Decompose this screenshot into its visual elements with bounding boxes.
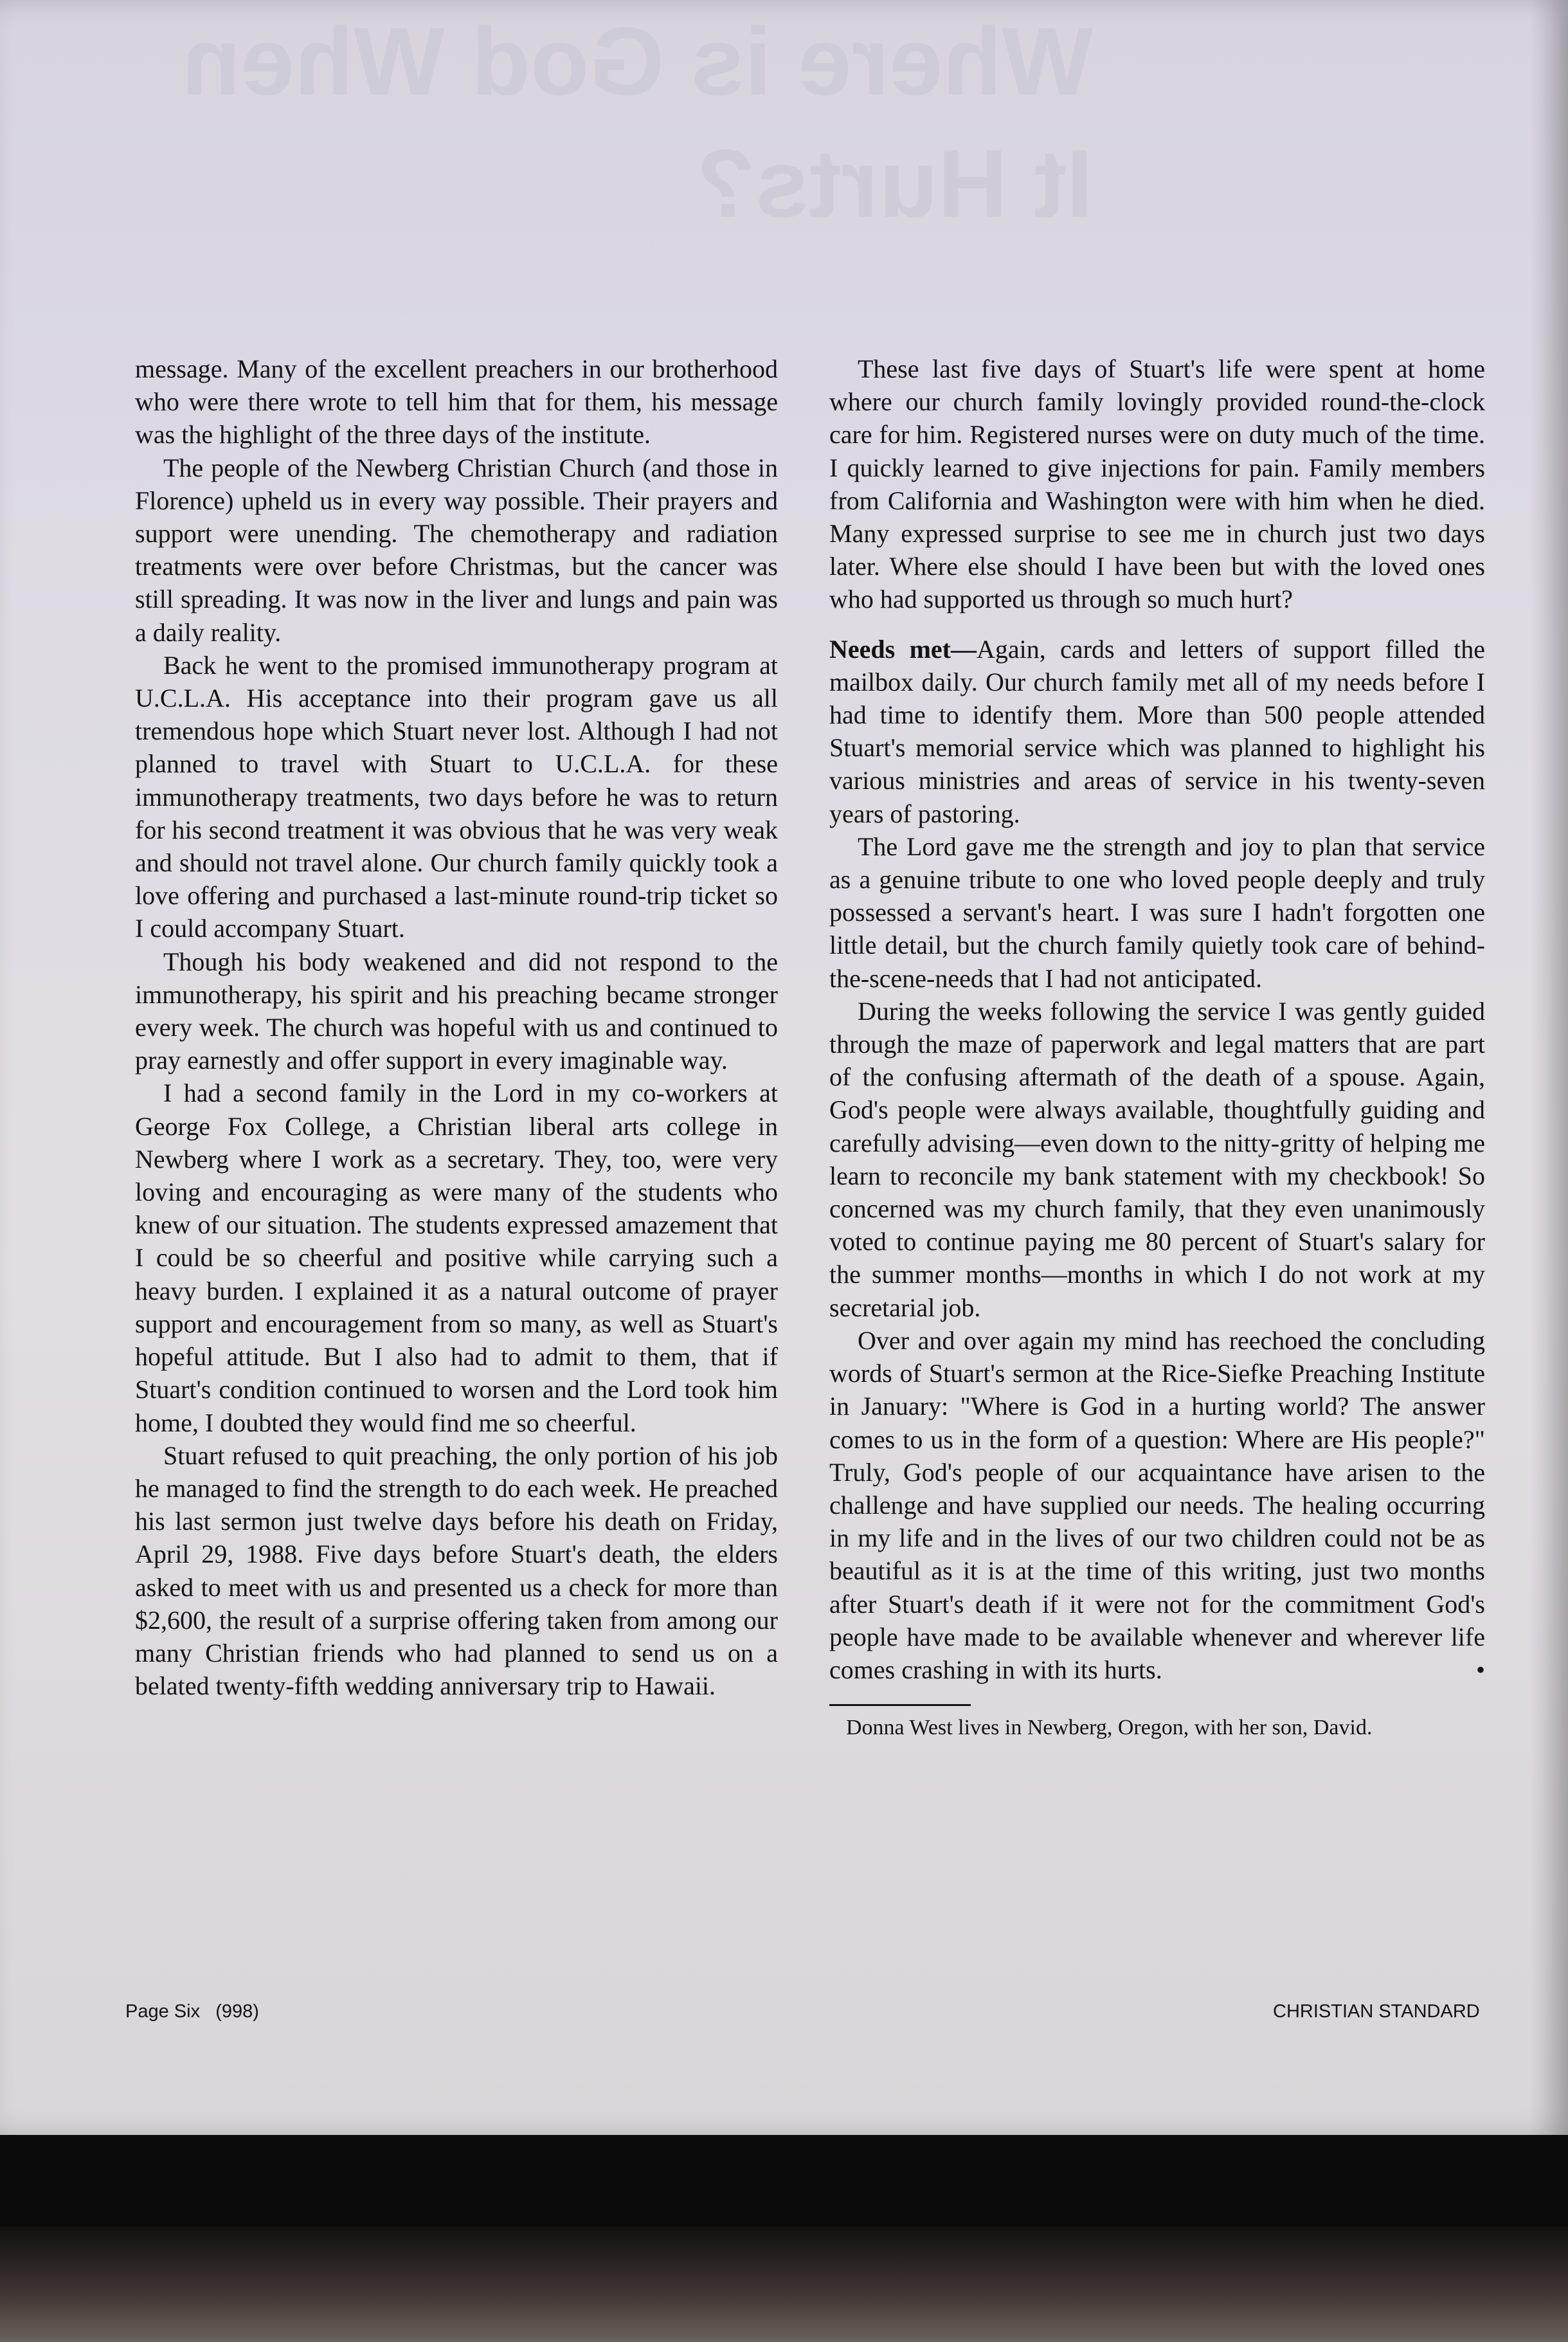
publication-name-text: CHRISTIAN STANDARD [1273, 2001, 1480, 2022]
end-mark: • [1475, 1655, 1485, 1684]
paragraph: Stuart refused to quit preaching, the only portion of his job he managed to find the strength to do each week. He preached his last sermon just twelve days before his death on Friday, April 29, 1988. Five days before Stuart's death, the elders asked to meet with us and presented us a check for more than $2,600, the result of a surprise offering taken from among our many Christian friends who had planned to send us on a belated twenty-fifth wedding anniversary trip to Hawaii. [135, 1440, 778, 1701]
paragraph: During the weeks following the service I was gently guided through the maze of paperwork and legal matters that are part of the confusing aftermath of the death of a spouse. Again, God's people were always available, thoughtfully guiding and carefully advising—even down to the nitty-gritty of helping me learn to reconcile my bank statement with my checkbook! So concerned was my church family, that they even unanimously voted to continue paying me 80 percent of Stuart's salary for the summer months—months in which I do not work at my secretarial job. [829, 996, 1485, 1322]
table-surface [0, 2226, 1568, 2342]
paragraph-text: Again, cards and letters of support filled the mailbox daily. Our church family met all of my needs before I had time to identify them. More than 500 people attended Stuart's memorial service which was planned to highlight his various ministries and areas of service in his twenty-seven years of pastoring. [829, 634, 1485, 828]
show-through-title [129, 0, 1093, 244]
paragraph: Though his body weakened and did not respond to the immunotherapy, his spirit and his preaching became stronger every week. The church was hopeful with us and continued to pray earnestly and offer support in every imaginable way. [135, 947, 778, 1075]
paragraph: Back he went to the promised immunotherapy program at U.C.L.A. His acceptance into their program gave us all tremendous hope which Stuart never lost. Although I had not planned to travel with Stuart to U.C.L.A. for these immunotherapy treatments, two days before he was to return for his second treatment it was obvious that he was very weak and should not travel alone. Our church family quickly took a love offering and purchased a last-minute round-trip ticket so I could accompany Stuart. [135, 650, 778, 943]
author-bio: Donna West lives in Newberg, Oregon, with her son, David. [846, 1716, 1373, 1740]
paragraph-text: Over and over again my mind has reechoed the concluding words of Stuart's sermon at the Rice-Siefke Preaching Institute in January: "Where is God in a hurting world? The answer comes to us in the form of a question: Where are His people?" Truly, God's people of our acquaintance have arisen to the challenge and have supplied our needs. The healing occurring in my life and in the lives of our two children could not be as beautiful as it is at the time of this writing, just two months after Stuart's death if it were not for the commitment God's people have made to be available whenever and wherever life comes crashing in with its hurts. [829, 1325, 1485, 1684]
paragraph: message. Many of the excellent preachers in our brotherhood who were there wrote to tell him that for them, his message was the highlight of the three days of the institute. [135, 354, 778, 449]
page-number-text: Page Six (998) [125, 2001, 259, 2022]
publication-name [1273, 2000, 1480, 2023]
bio-rule [829, 1704, 971, 1706]
paragraph: These last five days of Stuart's life were spent at home where our church family lovingly provided round-the-clock care for him. Registered nurses were on duty much of the time. I quickly learned to give injections for pain. Family members from California and Washington were with him when he died. Many expressed surprise to see me in church just two days later. Where else should I have been but with the loved ones who had supported us through so much hurt? [829, 354, 1485, 614]
paragraph: The Lord gave me the strength and joy to plan that service as a genuine tribute to one who loved people deeply and truly possessed a servant's heart. I was sure I hadn't forgotten one little detail, but the church family quietly took care of behind-the-scene-needs that I had not anticipated. [829, 831, 1485, 993]
right-column [829, 352, 1485, 1742]
paragraph: I had a second family in the Lord in my co-workers at George Fox College, a Christian liberal arts college in Newberg where I work as a secretary. They, too, were very loving and encouraging as were many of the students who knew of our situation. The students expressed amazement that I could be so cheerful and positive while carrying such a heavy burden. I explained it as a natural outcome of prayer support and encouragement from so many, as well as Stuart's hopeful attitude. But I also had to admit to them, that if Stuart's condition continued to worsen and the Lord took him home, I doubted they would find me so cheerful. [135, 1078, 778, 1437]
show-through-title-text: Where is God When It Hurts? [182, 7, 1093, 237]
subhead-paragraph [829, 633, 1485, 830]
paragraph: The people of the Newberg Christian Church (and those in Florence) upheld us in every way possible. Their prayers and support were unending. The chemotherapy and radiation treatments were over before Christmas, but the cancer was still spreading. It was now in the liver and lungs and pain was a daily reality. [135, 453, 778, 647]
paragraph [829, 1324, 1485, 1686]
left-column [135, 352, 778, 1702]
page-number [125, 2000, 259, 2023]
subhead-needs-met: Needs met— [829, 634, 977, 664]
